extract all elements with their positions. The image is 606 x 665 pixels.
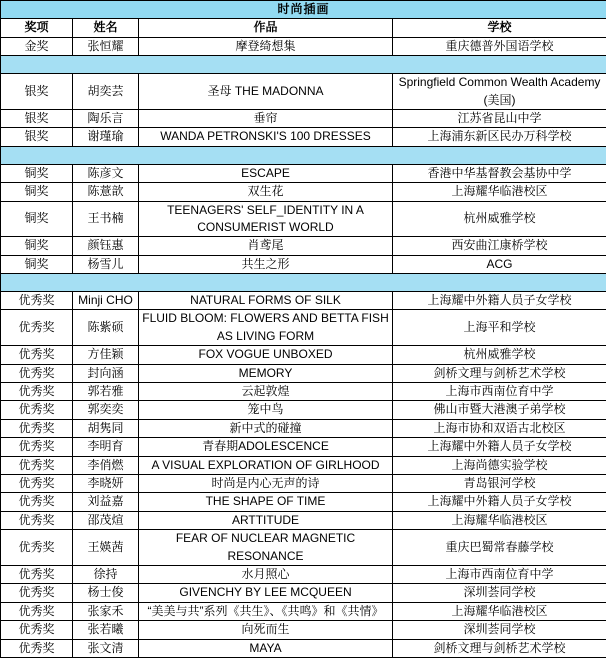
- work-cell: 云起敦煌: [139, 383, 393, 401]
- table-row: [1, 109, 606, 127]
- table-row: [1, 128, 606, 146]
- name-cell: 邵茂煊: [73, 511, 139, 529]
- work-cell: GIVENCHY BY LEE MCQUEEN: [139, 584, 393, 602]
- name-cell: 王书楠: [73, 201, 139, 237]
- name-cell: Minji CHO: [73, 292, 139, 310]
- table-row: [1, 201, 606, 237]
- table-row: [1, 438, 606, 456]
- table-row: [1, 584, 606, 602]
- table-row: [1, 401, 606, 419]
- name-cell: 谢瑾瑜: [73, 128, 139, 146]
- school-cell: 剑桥文理与剑桥艺术学校: [393, 639, 606, 657]
- table-row: [1, 419, 606, 437]
- name-cell: 张文清: [73, 639, 139, 657]
- name-cell: 李晓妍: [73, 474, 139, 492]
- award-cell: 优秀奖: [1, 493, 73, 511]
- table-row: [1, 530, 606, 566]
- award-cell: 金奖: [1, 37, 73, 55]
- table-row: [1, 602, 606, 620]
- school-cell: 深圳荟同学校: [393, 621, 606, 639]
- award-cell: 优秀奖: [1, 584, 73, 602]
- name-cell: 徐持: [73, 565, 139, 583]
- table-row: [1, 346, 606, 364]
- school-cell: 青岛银河学校: [393, 474, 606, 492]
- table-row: [1, 493, 606, 511]
- name-cell: 颜钰惠: [73, 237, 139, 255]
- column-header-name: 姓名: [73, 19, 139, 37]
- award-cell: 优秀奖: [1, 401, 73, 419]
- school-cell: Springfield Common Wealth Academy (美国): [393, 74, 606, 110]
- school-cell: 上海耀华临港校区: [393, 511, 606, 529]
- table-row: [1, 511, 606, 529]
- work-cell: FLUID BLOOM: FLOWERS AND BETTA FISH AS LIVING FORM: [139, 310, 393, 346]
- page-title: 时尚插画: [1, 1, 606, 19]
- award-cell: 铜奖: [1, 255, 73, 273]
- award-cell: 铜奖: [1, 183, 73, 201]
- table-row: [1, 565, 606, 583]
- table-row: [1, 456, 606, 474]
- table-row: [1, 310, 606, 346]
- name-cell: 李俏燃: [73, 456, 139, 474]
- name-cell: 陈薏歆: [73, 183, 139, 201]
- award-cell: 优秀奖: [1, 456, 73, 474]
- school-cell: 上海市协和双语古北校区: [393, 419, 606, 437]
- name-cell: 方佳颖: [73, 346, 139, 364]
- name-cell: 陈彦文: [73, 164, 139, 182]
- work-cell: NATURAL FORMS OF SILK: [139, 292, 393, 310]
- school-cell: 香港中华基督教会基协中学: [393, 164, 606, 182]
- award-cell: 铜奖: [1, 201, 73, 237]
- school-cell: 上海浦东新区民办万科学校: [393, 128, 606, 146]
- award-cell: 优秀奖: [1, 639, 73, 657]
- name-cell: 陶乐言: [73, 109, 139, 127]
- tier-separator-band: [1, 274, 606, 292]
- school-cell: 上海耀华临港校区: [393, 183, 606, 201]
- school-cell: 上海耀华临港校区: [393, 602, 606, 620]
- tier-separator: [1, 274, 606, 292]
- table-row: [1, 183, 606, 201]
- name-cell: 封向涵: [73, 364, 139, 382]
- award-cell: 优秀奖: [1, 602, 73, 620]
- award-cell: 优秀奖: [1, 310, 73, 346]
- award-cell: 优秀奖: [1, 438, 73, 456]
- work-cell: MEMORY: [139, 364, 393, 382]
- work-cell: 新中式的碰撞: [139, 419, 393, 437]
- school-cell: 重庆巴蜀常春藤学校: [393, 530, 606, 566]
- table-row: [1, 364, 606, 382]
- school-cell: ACG: [393, 255, 606, 273]
- award-cell: 银奖: [1, 109, 73, 127]
- table-row: [1, 639, 606, 657]
- school-cell: 上海尚德实验学校: [393, 456, 606, 474]
- work-cell: 水月照心: [139, 565, 393, 583]
- tier-separator: [1, 56, 606, 74]
- award-cell: 银奖: [1, 128, 73, 146]
- name-cell: 郭奕奕: [73, 401, 139, 419]
- school-cell: 杭州威雅学校: [393, 346, 606, 364]
- school-cell: 江苏省昆山中学: [393, 109, 606, 127]
- table-row: [1, 383, 606, 401]
- award-cell: 优秀奖: [1, 530, 73, 566]
- work-cell: MAYA: [139, 639, 393, 657]
- work-cell: “美美与共”系列《共生》、《共鸣》和《共情》: [139, 602, 393, 620]
- column-header-row: [1, 19, 606, 37]
- work-cell: ARTTITUDE: [139, 511, 393, 529]
- award-cell: 优秀奖: [1, 346, 73, 364]
- table-row: [1, 292, 606, 310]
- school-cell: 杭州威雅学校: [393, 201, 606, 237]
- school-cell: 上海市西南位育中学: [393, 565, 606, 583]
- work-cell: 双生花: [139, 183, 393, 201]
- work-cell: 垂帘: [139, 109, 393, 127]
- name-cell: 李明育: [73, 438, 139, 456]
- tier-separator-band: [1, 146, 606, 164]
- tier-separator-band: [1, 56, 606, 74]
- work-cell: 笼中鸟: [139, 401, 393, 419]
- work-cell: 摩登绮想集: [139, 37, 393, 55]
- award-cell: 优秀奖: [1, 292, 73, 310]
- name-cell: 杨雪儿: [73, 255, 139, 273]
- name-cell: 陈紫硕: [73, 310, 139, 346]
- award-cell: 优秀奖: [1, 565, 73, 583]
- work-cell: 肖鸢尾: [139, 237, 393, 255]
- name-cell: 杨士俊: [73, 584, 139, 602]
- column-header-school: 学校: [393, 19, 606, 37]
- name-cell: 刘益嘉: [73, 493, 139, 511]
- school-cell: 上海耀中外籍人员子女学校: [393, 493, 606, 511]
- school-cell: 上海耀中外籍人员子女学校: [393, 292, 606, 310]
- work-cell: 圣母 THE MADONNA: [139, 74, 393, 110]
- award-cell: 优秀奖: [1, 419, 73, 437]
- school-cell: 西安曲江康桥学校: [393, 237, 606, 255]
- school-cell: 重庆德普外国语学校: [393, 37, 606, 55]
- award-cell: 优秀奖: [1, 383, 73, 401]
- work-cell: 共生之形: [139, 255, 393, 273]
- table-row: [1, 255, 606, 273]
- name-cell: 张若曦: [73, 621, 139, 639]
- table-row: [1, 74, 606, 110]
- work-cell: A VISUAL EXPLORATION OF GIRLHOOD: [139, 456, 393, 474]
- name-cell: 胡奕芸: [73, 74, 139, 110]
- tier-separator: [1, 146, 606, 164]
- work-cell: FOX VOGUE UNBOXED: [139, 346, 393, 364]
- table-row: [1, 164, 606, 182]
- name-cell: 王媖茜: [73, 530, 139, 566]
- award-cell: 优秀奖: [1, 621, 73, 639]
- name-cell: 张家禾: [73, 602, 139, 620]
- school-cell: 剑桥文理与剑桥艺术学校: [393, 364, 606, 382]
- award-cell: 优秀奖: [1, 511, 73, 529]
- table-row: [1, 621, 606, 639]
- award-cell: 铜奖: [1, 164, 73, 182]
- column-header-work: 作品: [139, 19, 393, 37]
- name-cell: 郭若雅: [73, 383, 139, 401]
- award-cell: 优秀奖: [1, 474, 73, 492]
- column-header-award: 奖项: [1, 19, 73, 37]
- title-row: [1, 1, 606, 19]
- school-cell: 佛山市暨大港澳子弟学校: [393, 401, 606, 419]
- award-cell: 银奖: [1, 74, 73, 110]
- work-cell: FEAR OF NUCLEAR MAGNETIC RESONANCE: [139, 530, 393, 566]
- work-cell: 向死而生: [139, 621, 393, 639]
- work-cell: ESCAPE: [139, 164, 393, 182]
- work-cell: THE SHAPE OF TIME: [139, 493, 393, 511]
- work-cell: TEENAGERS' SELF_IDENTITY IN A CONSUMERIST WORLD: [139, 201, 393, 237]
- school-cell: 上海市西南位育中学: [393, 383, 606, 401]
- table-row: [1, 37, 606, 55]
- award-cell: 铜奖: [1, 237, 73, 255]
- table-row: [1, 474, 606, 492]
- table-row: [1, 237, 606, 255]
- work-cell: 青春期ADOLESCENCE: [139, 438, 393, 456]
- award-cell: 优秀奖: [1, 364, 73, 382]
- name-cell: 张恒耀: [73, 37, 139, 55]
- work-cell: 时尚是内心无声的诗: [139, 474, 393, 492]
- work-cell: WANDA PETRONSKI'S 100 DRESSES: [139, 128, 393, 146]
- name-cell: 胡隽同: [73, 419, 139, 437]
- school-cell: 上海耀中外籍人员子女学校: [393, 438, 606, 456]
- school-cell: 深圳荟同学校: [393, 584, 606, 602]
- school-cell: 上海平和学校: [393, 310, 606, 346]
